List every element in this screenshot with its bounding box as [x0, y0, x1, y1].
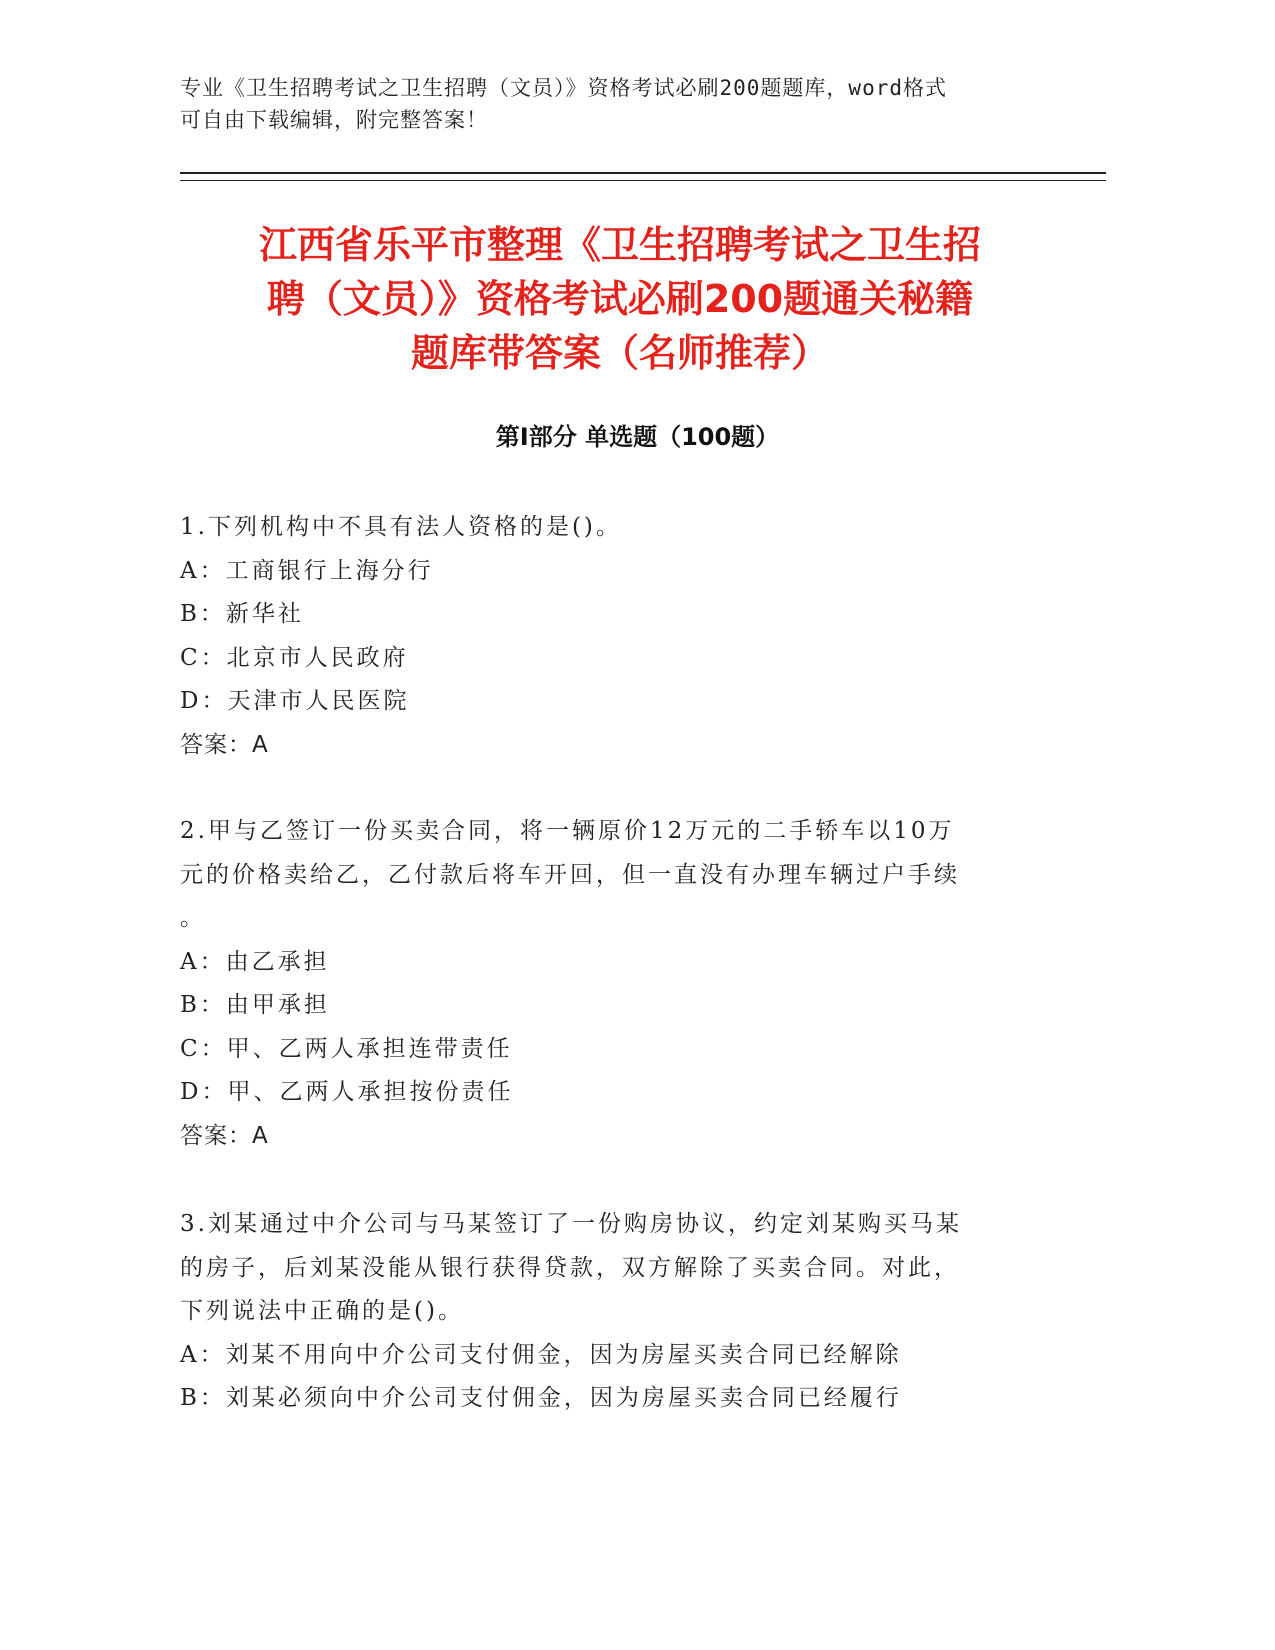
question-stem-line-3: 。: [180, 905, 206, 931]
option-c: C：甲、乙两人承担连带责任: [180, 1035, 513, 1062]
title-line-3: 题库带答案（名师推荐）: [410, 331, 829, 375]
option-b: B：刘某必须向中介公司支付佣金，因为房屋买卖合同已经履行: [180, 1385, 902, 1411]
option-d: D：天津市人民医院: [180, 688, 410, 714]
option-a: A：由乙承担: [180, 948, 330, 975]
header-line-1: 专业《卫生招聘考试之卫生招聘（文员）》资格考试必刷200题题库，word格式: [180, 76, 947, 100]
header-divider-thin: [180, 180, 1106, 181]
question-stem-line-2: 元的价格卖给乙，乙付款后将车开回，但一直没有办理车辆过户手续: [180, 861, 960, 888]
document-title: [180, 218, 1060, 380]
answer: 答案：A: [180, 1122, 269, 1149]
title-line-2: 聘（文员）》资格考试必刷200题通关秘籍: [266, 277, 974, 321]
question-2: [180, 810, 1060, 1158]
question-stem-line-1: 2.甲与乙签订一份买卖合同，将一辆原价12万元的二手轿车以10万: [180, 818, 955, 844]
question-stem-line-1: 3.刘某通过中介公司与马某签订了一份购房协议，约定刘某购买马某: [180, 1211, 962, 1237]
title-line-1: 江西省乐平市整理《卫生招聘考试之卫生招: [258, 223, 981, 267]
answer: 答案：A: [180, 731, 269, 758]
option-b: B：新华社: [180, 601, 304, 627]
question-stem-line-3: 下列说法中正确的是()。: [180, 1298, 464, 1324]
option-d: D：甲、乙两人承担按份责任: [180, 1079, 514, 1105]
section-heading: 第Ⅰ部分 单选题（100题）: [495, 423, 780, 451]
question-stem: 1.下列机构中不具有法人资格的是()。: [180, 514, 622, 540]
option-a: A：工商银行上海分行: [180, 557, 434, 584]
document-header: [180, 72, 1060, 136]
question-3: [180, 1203, 1060, 1421]
option-b: B：由甲承担: [180, 992, 330, 1018]
option-a: A：刘某不用向中介公司支付佣金，因为房屋买卖合同已经解除: [180, 1341, 902, 1368]
header-divider-thick: [180, 172, 1106, 174]
option-c: C：北京市人民政府: [180, 644, 409, 671]
question-stem-line-2: 的房子，后刘某没能从银行获得贷款，双方解除了买卖合同。对此，: [180, 1254, 960, 1281]
header-line-2: 可自由下载编辑，附完整答案！: [180, 108, 488, 132]
question-1: [180, 506, 1060, 767]
